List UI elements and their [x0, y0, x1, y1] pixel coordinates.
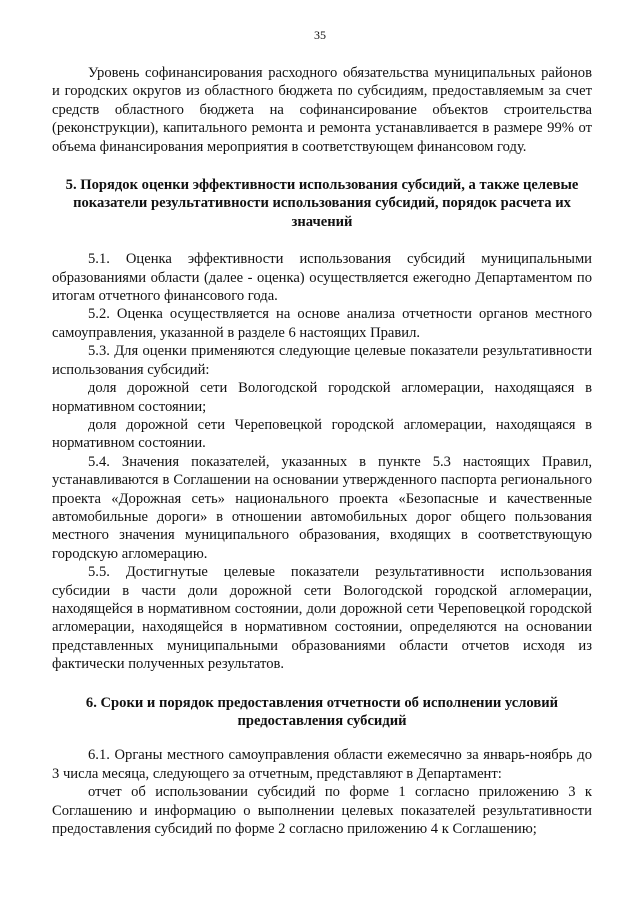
- paragraph-6-1: 6.1. Органы местного самоуправления области ежемесячно за январь-ноябрь до 3 числа месяца, следующего за отчетным, представляют в Департамент:: [52, 747, 592, 782]
- report-item: отчет об использовании субсидий по форме 1 согласно приложению 3 к Соглашению и информацию о выполнении целевых показателей результативности предоставления субсидий по форме 2 согласно приложению 4 к Соглашению;: [52, 784, 592, 838]
- section-6-heading: 6. Сроки и порядок предоставления отчетности об исполнении условий предоставления субсидий: [85, 694, 559, 729]
- paragraph-5-3: 5.3. Для оценки применяются следующие целевые показатели результативности использования субсидий:: [52, 343, 592, 378]
- paragraph-5-5: 5.5. Достигнутые целевые показатели результативности использования субсидии в части доли дорожной сети Вологодской городской агломерации, находящейся в нормативном состоянии, доли дорожной сети Череповецкой городской агломерации, находящейся в нормативном состоянии, определяются на основании представленных муниципальными образованиями области отчетов исходя из фактически полученных результатов.: [52, 564, 592, 673]
- paragraph-5-2: 5.2. Оценка осуществляется на основе анализа отчетности органов местного самоуправления, указанной в разделе 6 настоящих Правил.: [52, 306, 592, 341]
- intro-paragraph: Уровень софинансирования расходного обязательства муниципальных районов и городских округов из областного бюджета по субсидиям, предоставляемым за счет средств областного бюджета на софинансирование объектов строительства (реконструкции), капитального ремонта и ремонта устанавливается в размере 99% от объема финансирования мероприятия в соответствующем финансовом году.: [52, 65, 592, 155]
- document-body: [52, 64, 592, 838]
- page-number: 35: [314, 28, 326, 42]
- paragraph-5-1: 5.1. Оценка эффективности использования субсидий муниципальными образованиями области (далее - оценка) осуществляется ежегодно Департаментом по итогам отчетного финансового года.: [52, 251, 592, 305]
- indicator-cherepovets: доля дорожной сети Череповецкой городской агломерации, находящаяся в нормативном состоянии.: [52, 416, 592, 452]
- indicator-vologda: доля дорожной сети Вологодской городской агломерации, находящаяся в нормативном состоянии;: [52, 380, 592, 415]
- paragraph-5-4: 5.4. Значения показателей, указанных в пункте 5.3 настоящих Правил, устанавливаются в Соглашении на основании утвержденного паспорта регионального проекта «Дорожная сеть» национального проекта «Безопасные и качественные автомобильные дороги» в отношении автомобильных дорог общего пользования местного значения муниципального образования, входящих в соответствующую городскую агломерацию.: [52, 453, 592, 562]
- section-5-heading: 5. Порядок оценки эффективности использования субсидий, а также целевые показатели результативности использования субсидий, порядок расчета их значений: [65, 177, 579, 230]
